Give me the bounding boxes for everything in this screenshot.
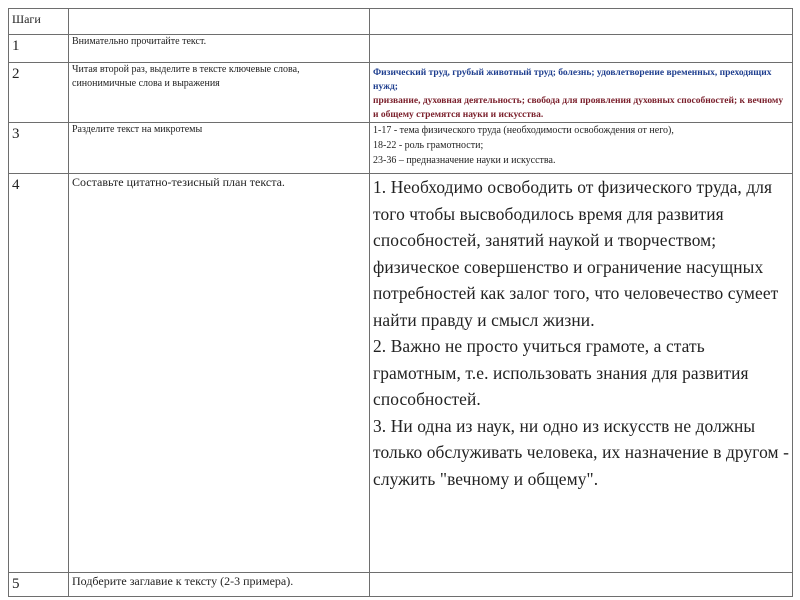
plan-item: 3. Ни одна из наук, ни одно из искусств не должны только обслуживать человека, их назначение в другом - служить "вечному и общему". [373,415,789,489]
step-number: 3 [9,123,69,174]
step-task: Подберите заглавие к тексту (2-3 примера). [69,573,370,597]
table-row [9,35,793,63]
step-answer [370,35,793,63]
step-task: Составьте цитатно-тезисный план текста. [69,174,370,573]
step-answer-topics [370,123,793,174]
step-number: 1 [9,35,69,63]
step-answer-plan [370,174,793,573]
topic-line: 1-17 - тема физического труда (необходимости освобождения от него), [373,125,674,136]
step-task: Разделите текст на микротемы [69,123,370,174]
keywords-spiritual: призвание, духовная деятельность; свобода для проявления духовных способностей; к вечному и общему стремятся науки и искусства. [373,96,784,120]
table-row [9,123,793,174]
keywords-physical-labor: Физический труд, грубый животный труд; болезнь; удовлетворение временных, преходящих нужд; [373,68,772,92]
table-row [9,573,793,597]
step-answer [370,573,793,597]
steps-table [8,8,793,597]
plan-item: 2. Важно не просто учиться грамоте, а стать грамотным, т.е. использовать знания для развития способностей. [373,336,749,409]
table-row [9,63,793,123]
topic-line: 18-22 - роль грамотности; [373,140,484,151]
plan-item: 1. Необходимо освободить от физического труда, для того чтобы высвободилось время для развития способностей, занятий наукой и творчеством; физическое совершенство и ограничение насущных потребностей как залог того, что человечество сумеет найти правду и смысл жизни. [373,177,779,330]
step-task: Читая второй раз, выделите в тексте ключевые слова, синонимичные слова и выражения [69,63,370,123]
header-empty-cell [69,9,370,35]
header-steps-label: Шаги [9,9,69,35]
topic-line: 23-36 – предназначение науки и искусства. [373,155,556,166]
step-number: 2 [9,63,69,123]
table-row [9,174,793,573]
step-number: 4 [9,174,69,573]
header-empty-cell [370,9,793,35]
table-header-row [9,9,793,35]
step-number: 5 [9,573,69,597]
step-answer-keywords [370,63,793,123]
step-task: Внимательно прочитайте текст. [69,35,370,63]
